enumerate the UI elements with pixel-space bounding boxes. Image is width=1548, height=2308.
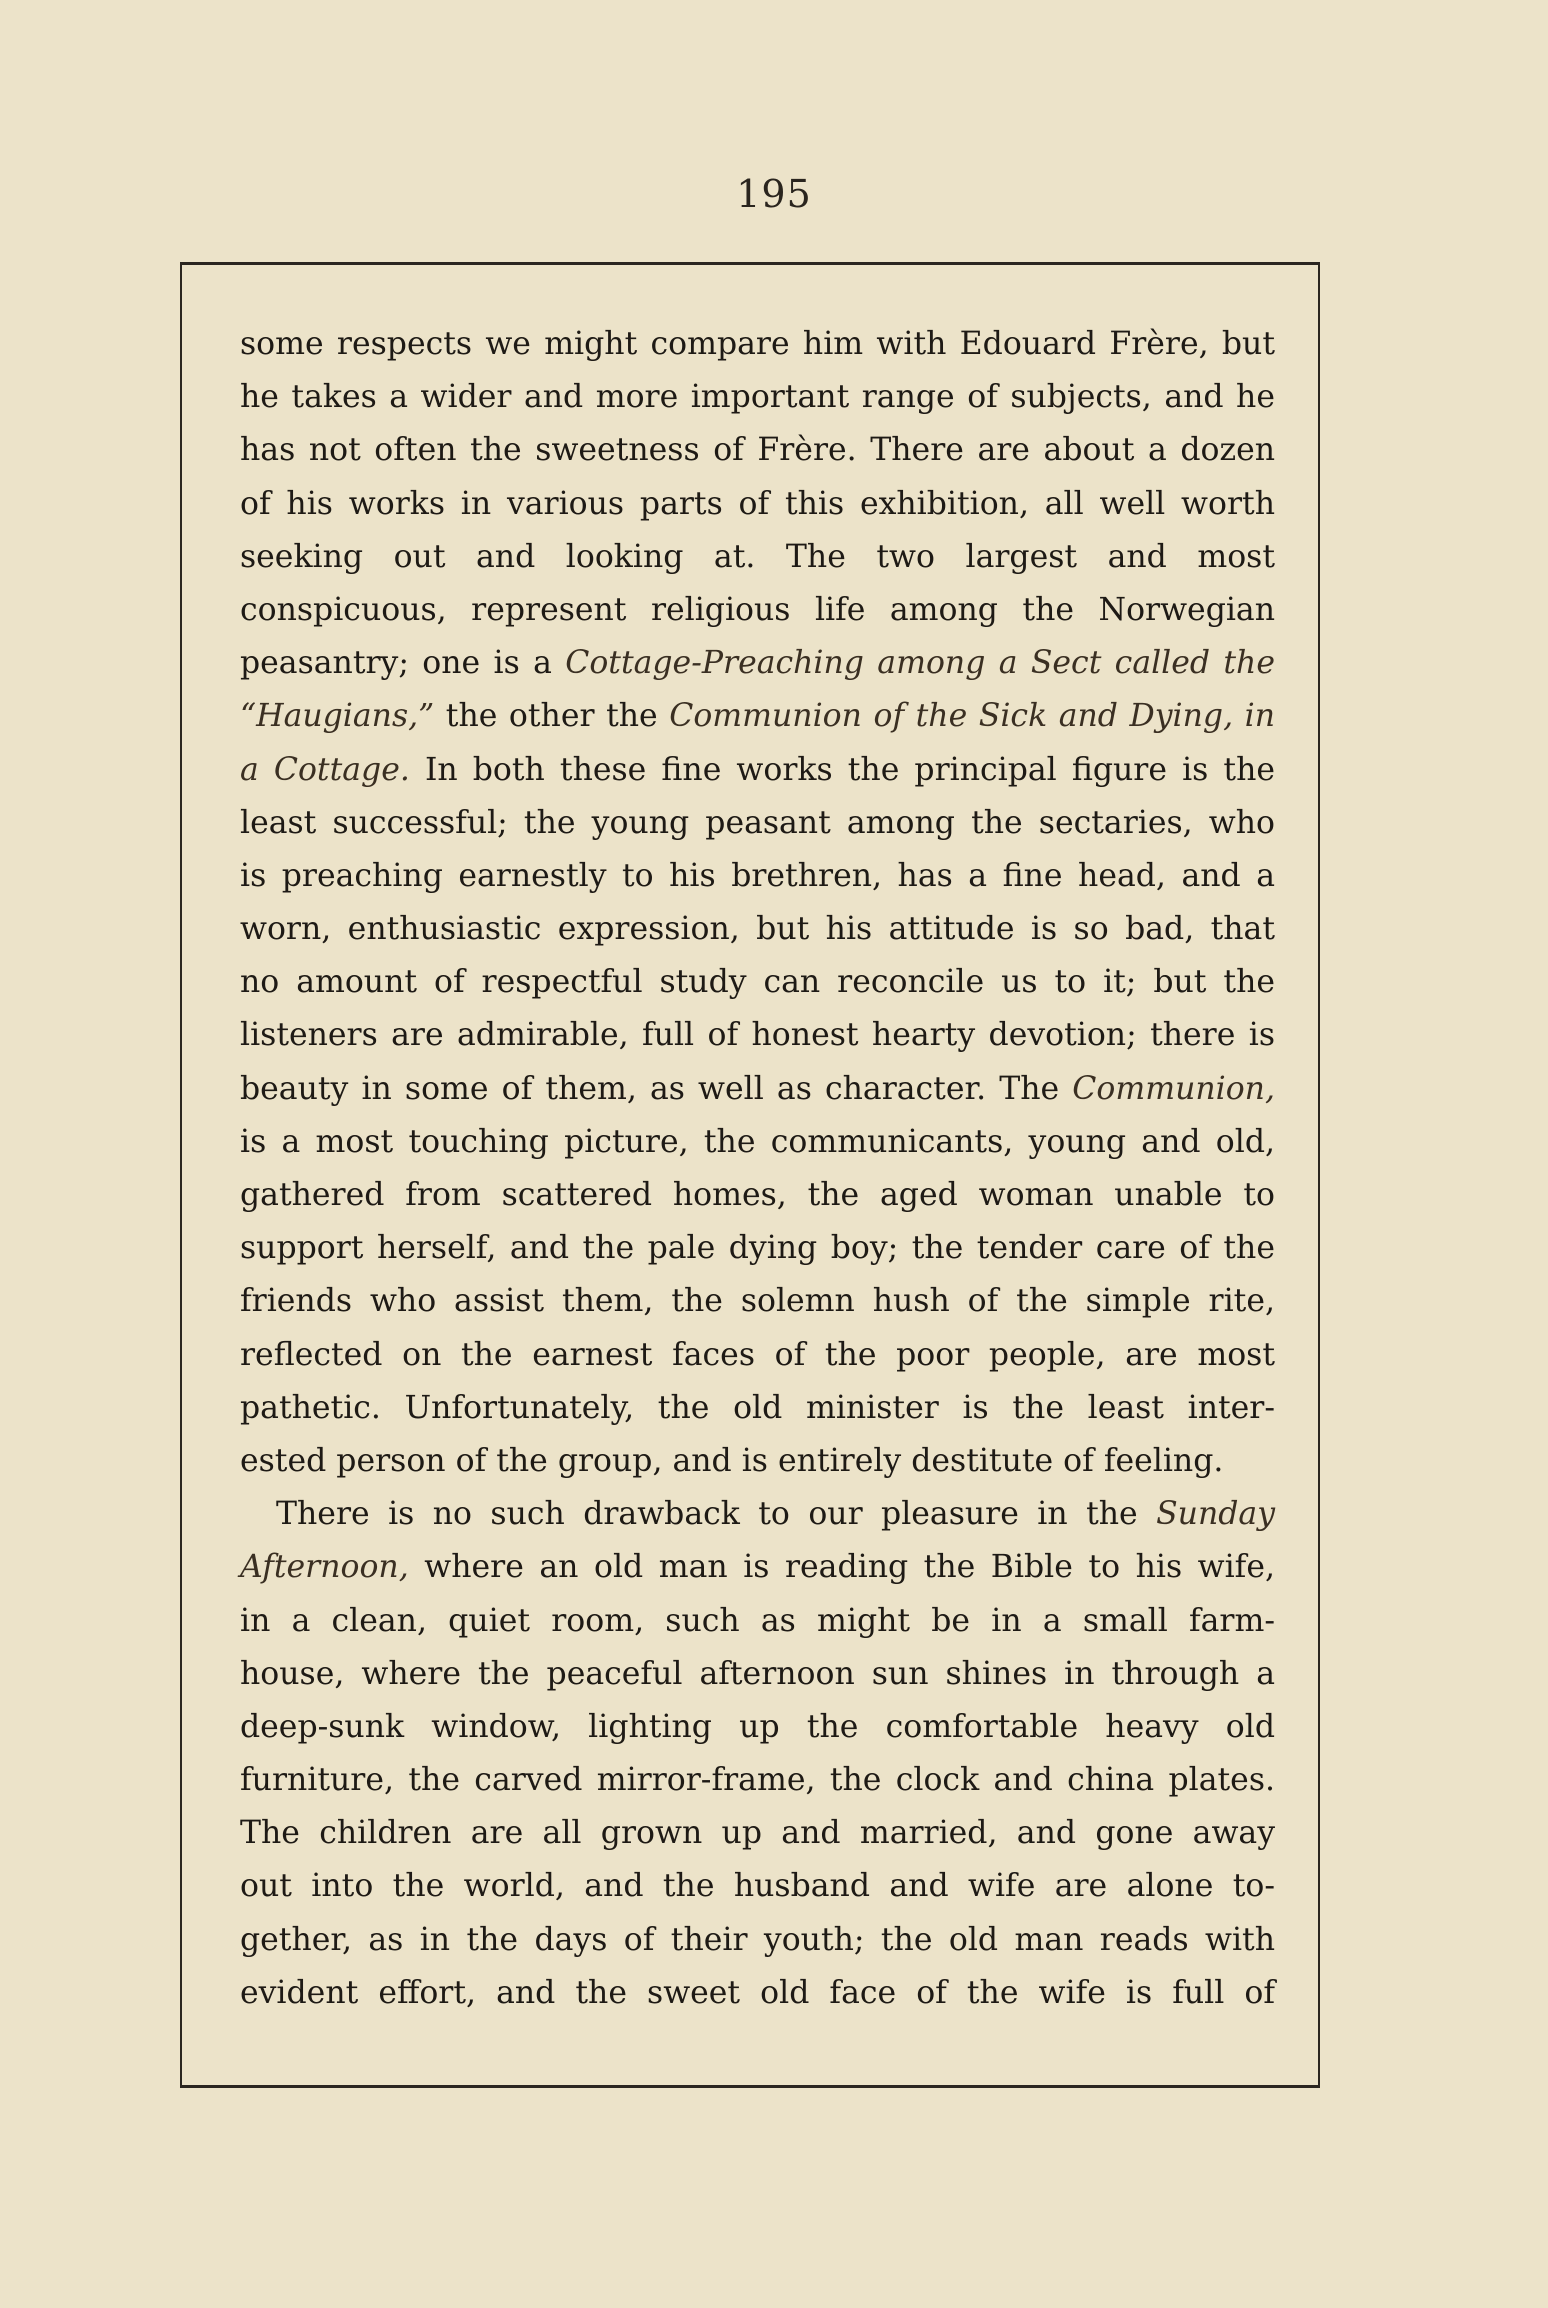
page-number: 195 <box>736 172 812 216</box>
text-line: listeners are admirable, full of honest hearty devotion; there is <box>240 1017 1275 1054</box>
text-line: gether, as in the days of their youth; the old man reads with <box>240 1921 1275 1958</box>
text-line: peasantry; one is a Cottage-Preaching among a Sect called the <box>240 645 1275 682</box>
painting-title: Cottage-Preaching among a Sect called the <box>565 645 1275 682</box>
painting-title: Afternoon, <box>240 1549 409 1586</box>
text-line: conspicuous, represent religious life among the Norwegian <box>240 591 1275 628</box>
text-line: evident effort, and the sweet old face of the wife is full of <box>240 1974 1275 2011</box>
text-line: The children are all grown up and married, and gone away <box>240 1815 1275 1852</box>
text-line: ested person of the group, and is entirely destitute of feeling. <box>240 1442 1224 1479</box>
painting-title: a Cottage. <box>240 751 410 788</box>
paragraph-start-line: There is no such drawback to our pleasure in the Sunday <box>276 1496 1275 1533</box>
text-line: pathetic. Unfortunately, the old minister is the least inter- <box>240 1389 1275 1426</box>
painting-title: Sunday <box>1156 1496 1275 1533</box>
text-line: deep-sunk window, lighting up the comfortable heavy old <box>240 1708 1275 1745</box>
text-line: Afternoon, where an old man is reading the Bible to his wife, <box>240 1549 1275 1586</box>
text-line: a Cottage. In both these fine works the principal figure is the <box>240 751 1275 788</box>
text-line: some respects we might compare him with Edouard Frère, but <box>240 326 1275 362</box>
text-line: gathered from scattered homes, the aged woman unable to <box>240 1177 1275 1213</box>
text-line: friends who assist them, the solemn hush of the simple rite, <box>240 1283 1275 1320</box>
body-text <box>240 318 1275 2020</box>
text-line: he takes a wider and more important range of subjects, and he <box>240 379 1275 416</box>
painting-title: Communion, <box>1072 1070 1275 1107</box>
text-line: house, where the peaceful afternoon sun shines in through a <box>240 1655 1275 1692</box>
text-line: is a most touching picture, the communicants, young and old, <box>240 1123 1275 1160</box>
text-line: is preaching earnestly to his brethren, has a fine head, and a <box>240 857 1275 894</box>
text-line: no amount of respectful study can reconcile us to it; but the <box>240 964 1275 1001</box>
text-line: beauty in some of them, as well as character. The Communion, <box>240 1070 1275 1107</box>
text-line: of his works in various parts of this exhibition, all well worth <box>240 485 1275 522</box>
text-line: reflected on the earnest faces of the poor people, are most <box>240 1336 1275 1373</box>
text-line: furniture, the carved mirror-frame, the clock and china plates. <box>240 1762 1275 1799</box>
painting-title: Communion of the Sick and Dying, in <box>669 698 1275 735</box>
text-line: seeking out and looking at. The two largest and most <box>240 538 1275 575</box>
text-line: least successful; the young peasant among the sectaries, who <box>240 804 1275 841</box>
text-line: “Haugians,” the other the Communion of the Sick and Dying, in <box>240 698 1275 735</box>
text-line: has not often the sweetness of Frère. There are about a dozen <box>240 432 1275 469</box>
text-line: support herself, and the pale dying boy; the tender care of the <box>240 1230 1275 1267</box>
text-line: out into the world, and the husband and wife are alone to- <box>240 1868 1275 1905</box>
text-line: worn, enthusiastic expression, but his attitude is so bad, that <box>240 911 1275 948</box>
text-line: in a clean, quiet room, such as might be in a small farm- <box>240 1602 1275 1639</box>
painting-title: “Haugians,” <box>240 698 435 735</box>
